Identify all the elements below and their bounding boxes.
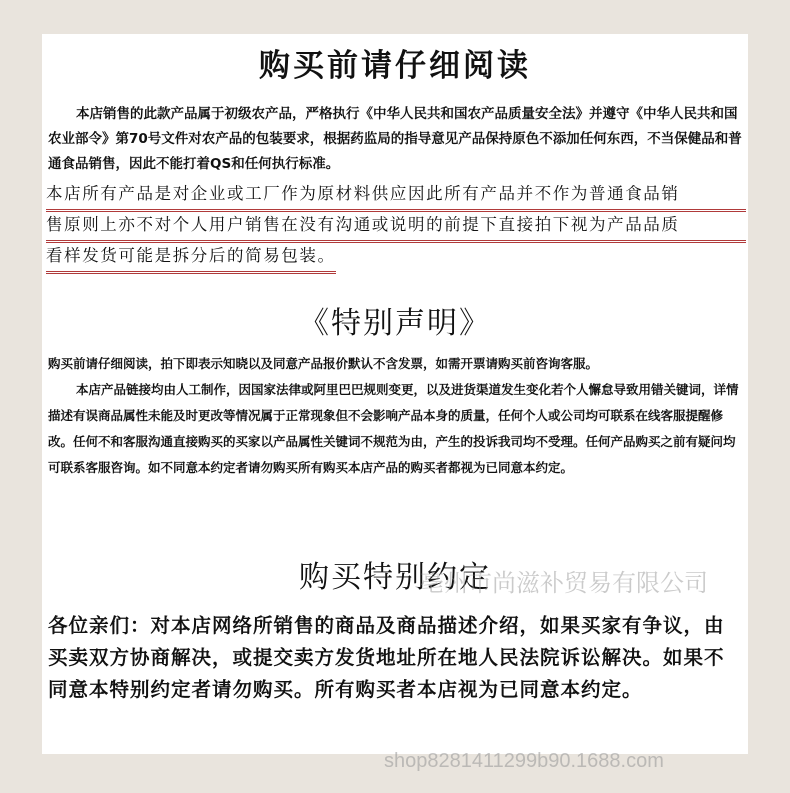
underlined-line: 售原则上亦不对个人用户销售在没有沟通或说明的前提下直接拍下视为产品品质	[46, 213, 746, 243]
declaration-line1: 购买前请仔细阅读，拍下即表示知晓以及同意产品报价默认不含发票，如需开票请购买前咨询客服。	[48, 356, 599, 371]
company-watermark: 亳州市尚滋补贸易有限公司	[420, 569, 708, 597]
notice-paragraph	[48, 102, 744, 177]
declaration-paragraph: 本店产品链接均由人工制作，因国家法律或阿里巴巴规则变更，以及进货渠道发生变化若个人懈怠导致用错关键词，详情描述有误商品属性未能及时更改等情况属于正常现象但不会影响产品本身的质量，任何个人或公司均可联系在线客服提醒修改。任何不和客服沟通直接购买的买家以产品属性关键词不规范为由，产生的投诉我司均不受理。任何产品购买之前有疑问均可联系客服咨询。如不同意本约定者请勿购买所有购买本店产品的购买者都视为已同意本约定。	[48, 382, 739, 475]
declaration-title: 《特别声明》	[299, 306, 491, 341]
notice-panel	[42, 34, 748, 754]
declaration-body	[48, 351, 744, 481]
agreement-title: 购买特别约定	[299, 560, 491, 595]
notice-paragraph-text: 本店销售的此款产品属于初级农产品，严格执行《中华人民共和国农产品质量安全法》并遵守《中华人民共和国农业部令》第70号文件对农产品的包装要求，根据药监局的指导意见产品保持原色不添加任何东西，不当保健品和普通食品销售，因此不能打着QS和任何执行标准。	[48, 106, 742, 172]
notice-title: 购买前请仔细阅读	[259, 48, 531, 84]
underlined-line: 看样发货可能是拆分后的简易包装。	[46, 244, 336, 274]
shop-url-watermark: shop8281411299b90.1688.com	[384, 750, 664, 772]
underlined-line: 本店所有产品是对企业或工厂作为原材料供应因此所有产品并不作为普通食品销	[46, 182, 746, 212]
underlined-notice	[46, 182, 746, 275]
agreement-paragraph: 各位亲们：对本店网络所销售的商品及商品描述介绍，如果买家有争议，由买卖双方协商解决，或提交卖方发货地址所在地人民法院诉讼解决。如果不同意本特别约定者请勿购买。所有购买者本店视为已同意本约定。	[48, 614, 725, 701]
